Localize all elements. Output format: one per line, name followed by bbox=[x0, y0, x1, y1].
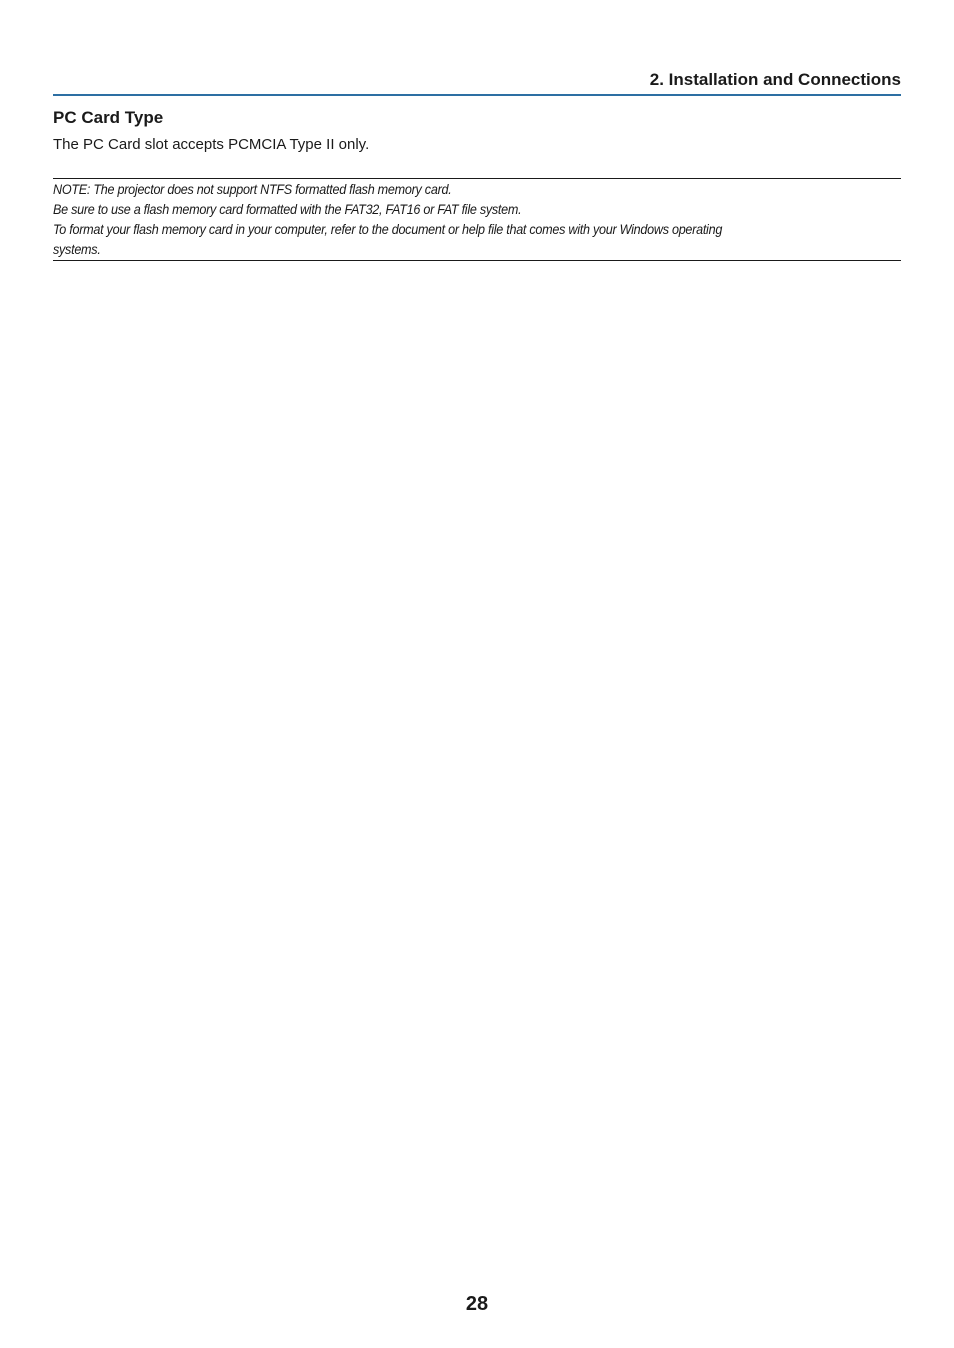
section-heading: PC Card Type bbox=[53, 108, 164, 127]
chapter-title: 2. Installation and Connections bbox=[649, 70, 901, 89]
page-number: 28 bbox=[465, 1293, 489, 1315]
note-line: NOTE: The projector does not support NTFS formatted flash memory card. bbox=[53, 181, 452, 197]
chapter-header bbox=[53, 70, 901, 96]
body-paragraph: The PC Card slot accepts PCMCIA Type II only. bbox=[53, 136, 370, 153]
note-line: Be sure to use a flash memory card formatted with the FAT32, FAT16 or FAT file system. bbox=[53, 201, 522, 217]
note-line: To format your flash memory card in your computer, refer to the document or help file that comes with your Windows operating bbox=[53, 221, 723, 237]
note-box bbox=[53, 178, 901, 261]
note-line: systems. bbox=[53, 241, 101, 257]
